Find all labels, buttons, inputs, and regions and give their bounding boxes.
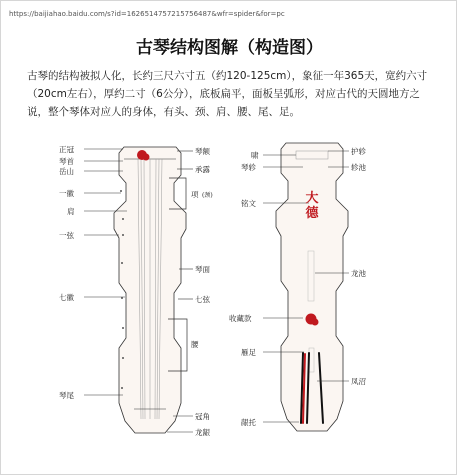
label-qinmian: 琴面	[195, 265, 210, 274]
label-longchi: 龙池	[351, 269, 366, 278]
guqin-drawing	[41, 133, 421, 463]
label-qixian: 七弦	[195, 295, 210, 304]
guqin-diagram	[41, 133, 421, 463]
label-xiang: 项	[191, 190, 199, 199]
back-body-outline	[276, 143, 348, 431]
label-jing: (颈)	[202, 192, 213, 199]
label-yihui: 一徽	[59, 189, 74, 198]
label-fengzhao: 凤沼	[351, 377, 366, 386]
label-zhenchi: 轸池	[351, 163, 366, 172]
label-yanzu: 雁足	[241, 348, 256, 357]
label-zhengguan: 正冠	[59, 145, 74, 154]
label-xiao: 啸	[251, 151, 259, 160]
label-qinzhen: 琴轸	[241, 163, 256, 172]
label-yixian: 一弦	[59, 231, 74, 240]
label-qine: 琴额	[195, 147, 210, 156]
article-paragraph: 古琴的结构被拟人化，长约三尺六寸五（约120-125cm），象征一年365天，宽约六寸（20cm左右），厚约二寸（6公分），底板扁平，面板呈弧形，对应古代的天圆地方之说，整个琴体对应人的身体，有头、颈、肩、腰、尾、足。	[27, 70, 428, 118]
label-yintuo: 龈托	[241, 418, 256, 427]
label-shoucangkuan: 收藏款	[229, 314, 252, 323]
label-longyin: 龙龈	[195, 428, 210, 437]
url-text[interactable]: https://baijiahao.baidu.com/s?id=1626514757215756487&wfr=spider&for=pc	[9, 10, 285, 18]
inscription-char-1: 大	[305, 191, 319, 206]
label-huzhen: 护轸	[351, 147, 366, 156]
label-qihui: 七徽	[59, 293, 74, 302]
label-guanjiao: 冠角	[195, 412, 210, 421]
label-yueshan: 岳山	[59, 167, 74, 176]
label-yao: 腰	[191, 340, 199, 349]
inscription-char-2: 德	[305, 206, 319, 221]
article-title: 古琴结构图解（构造图）	[136, 38, 323, 58]
label-mingwen: 铭文	[241, 199, 256, 208]
label-jian: 肩	[67, 207, 75, 216]
label-qinwei: 琴尾	[59, 391, 74, 400]
label-qinshou: 琴首	[59, 157, 74, 166]
label-chenglu: 承露	[195, 165, 210, 174]
